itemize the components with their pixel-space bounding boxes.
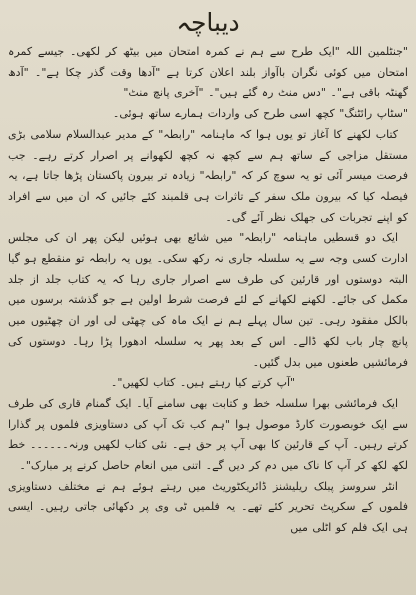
document-body [8, 42, 408, 539]
paragraph: "سٹاپ رائٹنگ" کچھ اسی طرح کی واردات ہمارے ساتھ ہوئی۔ [112, 107, 408, 121]
paragraph: انٹر سروسز پبلک ریلیشنز ڈائریکٹوریٹ میں رہتے ہوئے ہم نے مختلف دستاویزی فلموں کے سکرپٹ تحریر کئے تھے۔ یہ فلمیں ٹی وی پر دکھائی جاتی رہیں۔ ایسی ہی ایک فلم کو اٹلی میں [8, 479, 408, 535]
paragraph: ایک دو قسطیں ماہنامہ "رابطہ" میں شائع بھی ہوئیں لیکن پھر ان کی مجلس ادارت کسی وجہ سے یہ سلسلہ جاری نہ رکھ سکی۔ یوں یہ رابطہ تو منقطع ہو گیا البتہ دوستوں اور قارئین کی طرف سے اصرار جاری رہا کہ یہ کتاب جلد از جلد مکمل کی جائے۔ لکھنے لکھانے کے لئے فرصت شرط اولین ہے جو گذشتہ برسوں میں بالکل مفقود رہی۔ تین سال پہلے ہم نے ایک ماہ کی چھٹی لی اور ان چھٹیوں میں پانچ چار باب لکھ ڈالے۔ اس کے بعد پھر یہ سلسلہ ادھورا پڑا رہا۔ دوستوں کی فرمائشیں طعنوں میں بدل گئیں۔ [8, 231, 408, 369]
paragraph: ایک فرمائشی بھرا سلسلہ خط و کتابت بھی سامنے آیا۔ ایک گمنام قاری کی طرف سے ایک خوبصورت کارڈ موصول ہوا "ہم کب تک آپ کی دستاویزی فلموں پر گذارا کرتے رہیں۔ آپ کے قارئین کا بھی آپ پر حق ہے۔ نئی کتاب لکھیں ورنہ۔۔۔۔۔۔ خط لکھ لکھ کر آپ کا ناک میں دم کر دیں گے۔ اتنی میں انعام حاصل کرنے پر مبارک"۔ [8, 396, 408, 473]
page-title: دیباچہ [176, 8, 240, 37]
paragraph: کتاب لکھنے کا آغاز تو یوں ہوا کہ ماہنامہ "رابطہ" کے مدیر عبدالسلام سلامی بڑی مستقل مزاجی کے ساتھ ہم سے کچھ نہ کچھ لکھوانے پر اصرار کرتے رہے۔ جب فرصت میسر آئی تو یہ سوچ کر کہ "رابطہ" زیادہ تر بیرون پاکستان پڑھا جاتا ہے، یہ فیصلہ کیا کہ بیرون ملک سفر کے تاثرات ہی قلمبند کئے جائیں کہ ان میں سے افراد کو اپنے تجربات کی جھلک نظر آئے گی۔ [8, 127, 408, 224]
paragraph: "جنٹلمین اللہ "ایک طرح سے ہم نے کمرہ امتحان میں بیٹھ کر لکھی۔ جیسے کمرہ امتحان میں کوئی نگران باآواز بلند اعلان کرتا ہے "آدھا وقت گذر چکا ہے"۔ "آدھ گھنٹہ باقی ہے"۔ "دس منٹ رہ گئے ہیں"۔ "آخری پانچ منٹ" [8, 45, 408, 100]
paragraph: "آپ کرتے کیا رہتے ہیں۔ کتاب لکھیں"۔ [110, 376, 296, 390]
